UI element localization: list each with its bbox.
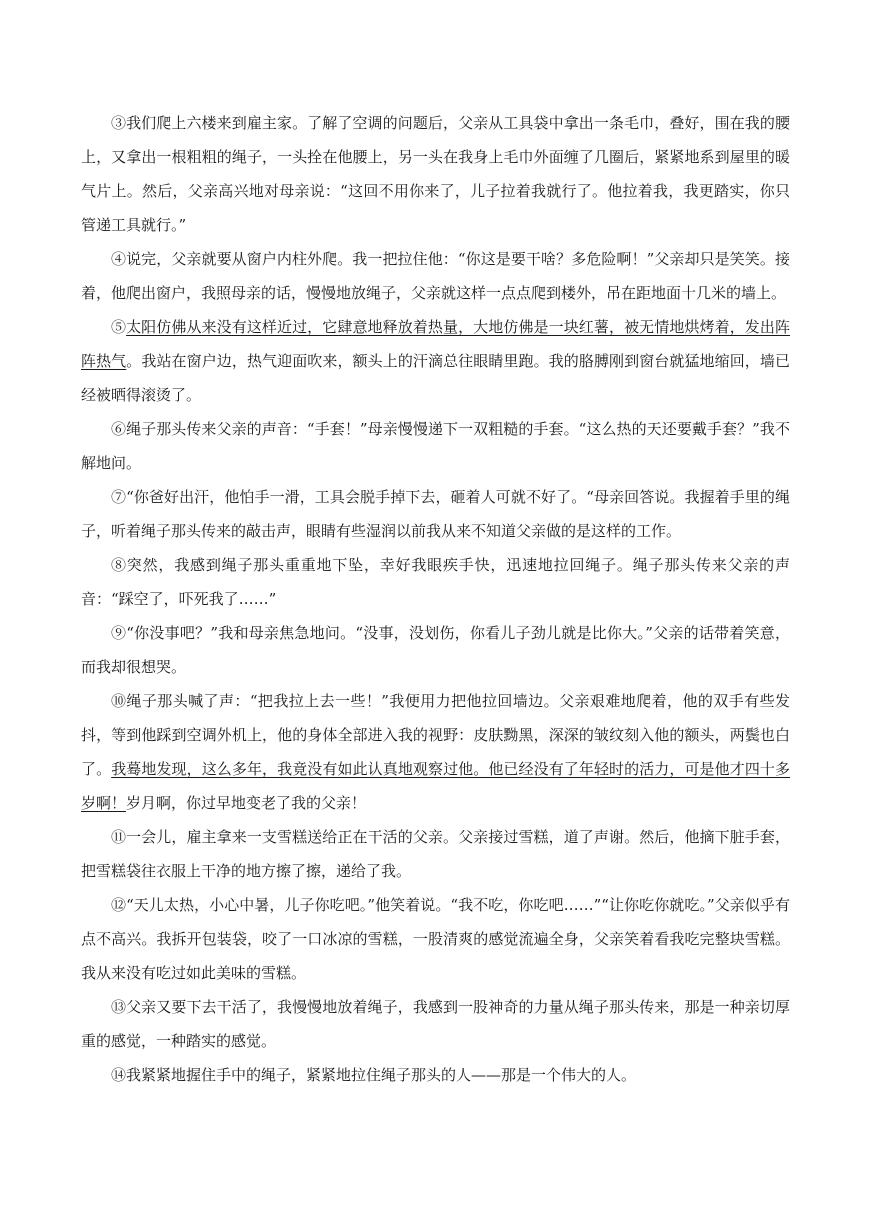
- paragraph-8: [81, 548, 790, 616]
- underlined-sentence: 太阳仿佛从来没有这样近过，它肆意地释放着热量，大地仿佛是一块红薯，被无情地烘烤着，发出阵阵热气: [81, 318, 790, 370]
- paragraph-12: [81, 888, 790, 990]
- text-run: ⑨“你没事吧？”我和母亲焦急地问。“没事，没划伤，你看儿子劲儿就是比你大。”父亲的话带着笑意，而我却很想哭。: [81, 624, 790, 676]
- text-run: ⑫“天儿太热，小心中暑，儿子你吃吧。”他笑着说。“我不吃，你吃吧……”“让你吃你就吃。”父亲似乎有点不高兴。我拆开包装袋，咬了一口冰凉的雪糕，一股清爽的感觉流遍全身，父亲笑着看我吃完整块雪糕。我从来没有吃过如此美味的雪糕。: [81, 896, 790, 982]
- text-run: 。我站在窗户边，热气迎面吹来，额头上的汗滴总往眼睛里跑。我的胳膊刚到窗台就猛地缩回，墙已经被晒得滚烫了。: [81, 352, 790, 404]
- paragraph-3: [81, 106, 790, 242]
- text-run: ⑧突然，我感到绳子那头重重地下坠，幸好我眼疾手快，迅速地拉回绳子。绳子那头传来父亲的声音：“踩空了，吓死我了……”: [81, 556, 790, 608]
- paragraph-5: [81, 310, 790, 412]
- text-run: 岁月啊，你过早地变老了我的父亲！: [126, 794, 367, 812]
- paragraph-14: [81, 1058, 790, 1092]
- text-run: ⑬父亲又要下去干活了，我慢慢地放着绳子，我感到一股神奇的力量从绳子那头传来，那是一种亲切厚重的感觉，一种踏实的感觉。: [81, 998, 790, 1050]
- paragraph-13: [81, 990, 790, 1058]
- underlined-sentence: 我蓦地发现，这么多年，我竟没有如此认真地观察过他。他已经没有了年轻时的活力，可是他才四十多岁啊！: [81, 760, 790, 812]
- text-run: ⑪一会儿，雇主拿来一支雪糕送给正在干活的父亲。父亲接过雪糕，道了声谢。然后，他摘下脏手套，把雪糕袋往衣服上干净的地方擦了擦，递给了我。: [81, 828, 790, 880]
- text-run: ④说完，父亲就要从窗户内柱外爬。我一把拉住他：“你这是要干啥？多危险啊！”父亲却只是笑笑。接着，他爬出窗户，我照母亲的话，慢慢地放绳子，父亲就这样一点点爬到楼外，吊在距地面十几米的墙上。: [81, 250, 790, 302]
- paragraph-6: [81, 412, 790, 480]
- document-page: [81, 106, 790, 1092]
- paragraph-10: [81, 684, 790, 820]
- paragraph-7: [81, 480, 790, 548]
- text-run: ⑭我紧紧地握住手中的绳子，紧紧地拉住绳子那头的人——那是一个伟大的人。: [111, 1066, 637, 1084]
- paragraph-11: [81, 820, 790, 888]
- text-run: ⑩绳子那头喊了声：“把我拉上去一些！”我便用力把他拉回墙边。父亲艰难地爬着，他的双手有些发抖，等到他踩到空调外机上，他的身体全部进入我的视野：皮肤黝黑，深深的皱纹刻入他的额头，两鬓也白了。: [81, 692, 790, 778]
- text-run: ⑤: [111, 318, 127, 336]
- paragraph-4: [81, 242, 790, 310]
- text-run: ⑦“你爸好出汗，他怕手一滑，工具会脱手掉下去，砸着人可就不好了。“母亲回答说。我握着手里的绳子，听着绳子那头传来的敲击声，眼睛有些湿润以前我从来不知道父亲做的是这样的工作。: [81, 488, 790, 540]
- paragraph-9: [81, 616, 790, 684]
- text-run: ⑥绳子那头传来父亲的声音：“手套！”母亲慢慢递下一双粗糙的手套。“这么热的天还要戴手套？”我不解地问。: [81, 420, 790, 472]
- text-run: ③我们爬上六楼来到雇主家。了解了空调的问题后，父亲从工具袋中拿出一条毛巾，叠好，围在我的腰上，又拿出一根粗粗的绳子，一头拴在他腰上，另一头在我身上毛巾外面缠了几圈后，紧紧地系到屋里的暖气片上。然后，父亲高兴地对母亲说：“这回不用你来了，儿子拉着我就行了。他拉着我，我更踏实，你只管递工具就行。”: [81, 114, 790, 234]
